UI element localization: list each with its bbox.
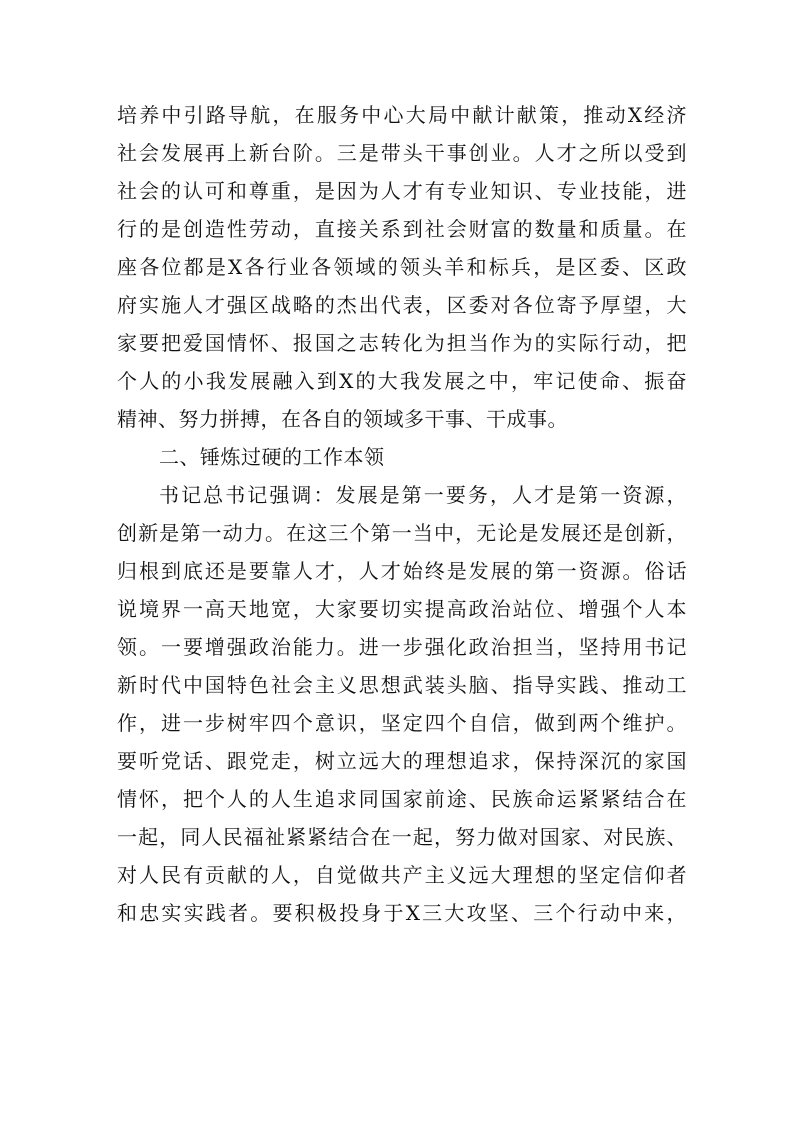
body-text-line: 行的是创造性劳动，直接关系到社会财富的数量和质量。在 — [117, 217, 687, 241]
body-text-line: 培养中引路导航，在服务中心大局中献计献策，推动X经济 — [117, 103, 687, 127]
body-text-line: 创新是第一动力。在这三个第一当中，无论是发展还是创新， — [117, 521, 687, 545]
body-text-line: 座各位都是X各行业各领域的领头羊和标兵，是区委、区政 — [117, 255, 687, 279]
paragraph-first-line: 书记总书记强调：发展是第一要务，人才是第一资源， — [159, 483, 687, 507]
body-text-line: 新时代中国特色社会主义思想武装头脑、指导实践、推动工 — [117, 673, 687, 697]
body-text-line: 一起，同人民福祉紧紧结合在一起，努力做对国家、对民族、 — [117, 825, 687, 849]
body-text-line: 社会的认可和尊重，是因为人才有专业知识、专业技能，进 — [117, 179, 687, 203]
body-text-line: 和忠实实践者。要积极投身于X三大攻坚、三个行动中来， — [117, 901, 687, 925]
body-text-line: 说境界一高天地宽，大家要切实提高政治站位、增强个人本 — [117, 597, 687, 621]
body-text-line: 作，进一步树牢四个意识，坚定四个自信，做到两个维护。 — [117, 711, 687, 735]
body-text-line: 情怀，把个人的人生追求同国家前途、民族命运紧紧结合在 — [117, 787, 687, 811]
body-text-line: 社会发展再上新台阶。三是带头干事创业。人才之所以受到 — [117, 141, 687, 165]
body-text-line: 归根到底还是要靠人才，人才始终是发展的第一资源。俗话 — [117, 559, 687, 583]
body-text-line: 对人民有贡献的人，自觉做共产主义远大理想的坚定信仰者 — [117, 863, 687, 887]
document-page — [117, 96, 687, 932]
body-text-line: 精神、努力拼搏，在各自的领域多干事、干成事。 — [117, 407, 568, 431]
body-text-line: 个人的小我发展融入到X的大我发展之中，牢记使命、振奋 — [117, 369, 687, 393]
body-text-line: 府实施人才强区战略的杰出代表，区委对各位寄予厚望，大 — [117, 293, 687, 317]
body-text-line: 要听党话、跟党走，树立远大的理想追求，保持深沉的家国 — [117, 749, 687, 773]
section-heading: 二、锤炼过硬的工作本领 — [159, 445, 385, 469]
body-text-line: 家要把爱国情怀、报国之志转化为担当作为的实际行动，把 — [117, 331, 687, 355]
body-text-line: 领。一要增强政治能力。进一步强化政治担当，坚持用书记 — [117, 635, 687, 659]
